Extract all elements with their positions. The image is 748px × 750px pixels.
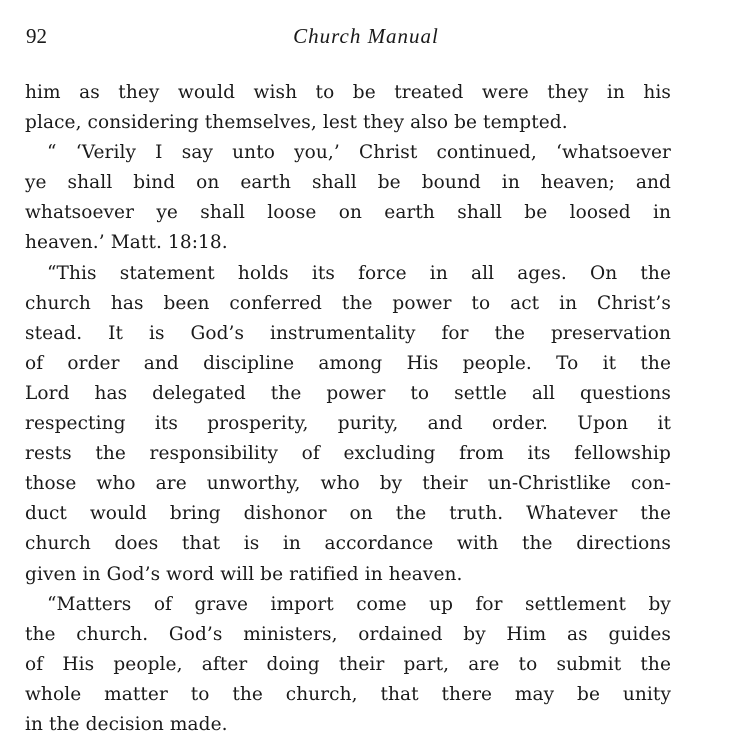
text-line: stead. It is God’s instrumentality for the preservation (25, 322, 671, 344)
text-line: him as they would wish to be treated were they in his (25, 82, 671, 103)
text-line: given in God’s word will be ratified in heaven. (25, 563, 463, 585)
text-line: respecting its prosperity, purity, and order. Upon it (25, 413, 671, 435)
running-title: Church Manual (293, 24, 439, 48)
text-line: heaven.’ Matt. 18:18. (25, 232, 228, 254)
text-line: “ ‘Verily I say unto you,’ Christ continued, ‘whatsoever (47, 142, 671, 164)
text-line: whole matter to the church, that there may be unity (25, 683, 671, 705)
text-line: “This statement holds its force in all ages. On the (47, 262, 671, 284)
text-line: church has been conferred the power to act in Christ’s (25, 292, 671, 314)
text-line: place, considering themselves, lest they also be tempted. (25, 112, 568, 134)
text-line: in the decision made. (25, 713, 228, 735)
page-number: 92 (26, 24, 47, 48)
text-line: church does that is in accordance with the directions (25, 533, 671, 555)
text-line: of His people, after doing their part, are to submit the (25, 653, 671, 675)
text-line: the church. God’s ministers, ordained by Him as guides (25, 623, 671, 645)
text-line: whatsoever ye shall loose on earth shall be loosed in (25, 202, 671, 224)
text-line: ye shall bind on earth shall be bound in heaven; and (25, 172, 671, 194)
text-line: Lord has delegated the power to settle all questions (25, 382, 671, 404)
text-line: duct would bring dishonor on the truth. Whatever the (25, 503, 671, 525)
text-line: of order and discipline among His people. To it the (25, 352, 671, 374)
text-line: those who are unworthy, who by their un-Christlike con- (25, 473, 671, 495)
text-line: “Matters of grave import come up for settlement by (47, 593, 671, 615)
body-text (25, 78, 671, 740)
text-line: rests the responsibility of excluding from its fellowship (25, 443, 671, 465)
page-header (26, 24, 706, 54)
